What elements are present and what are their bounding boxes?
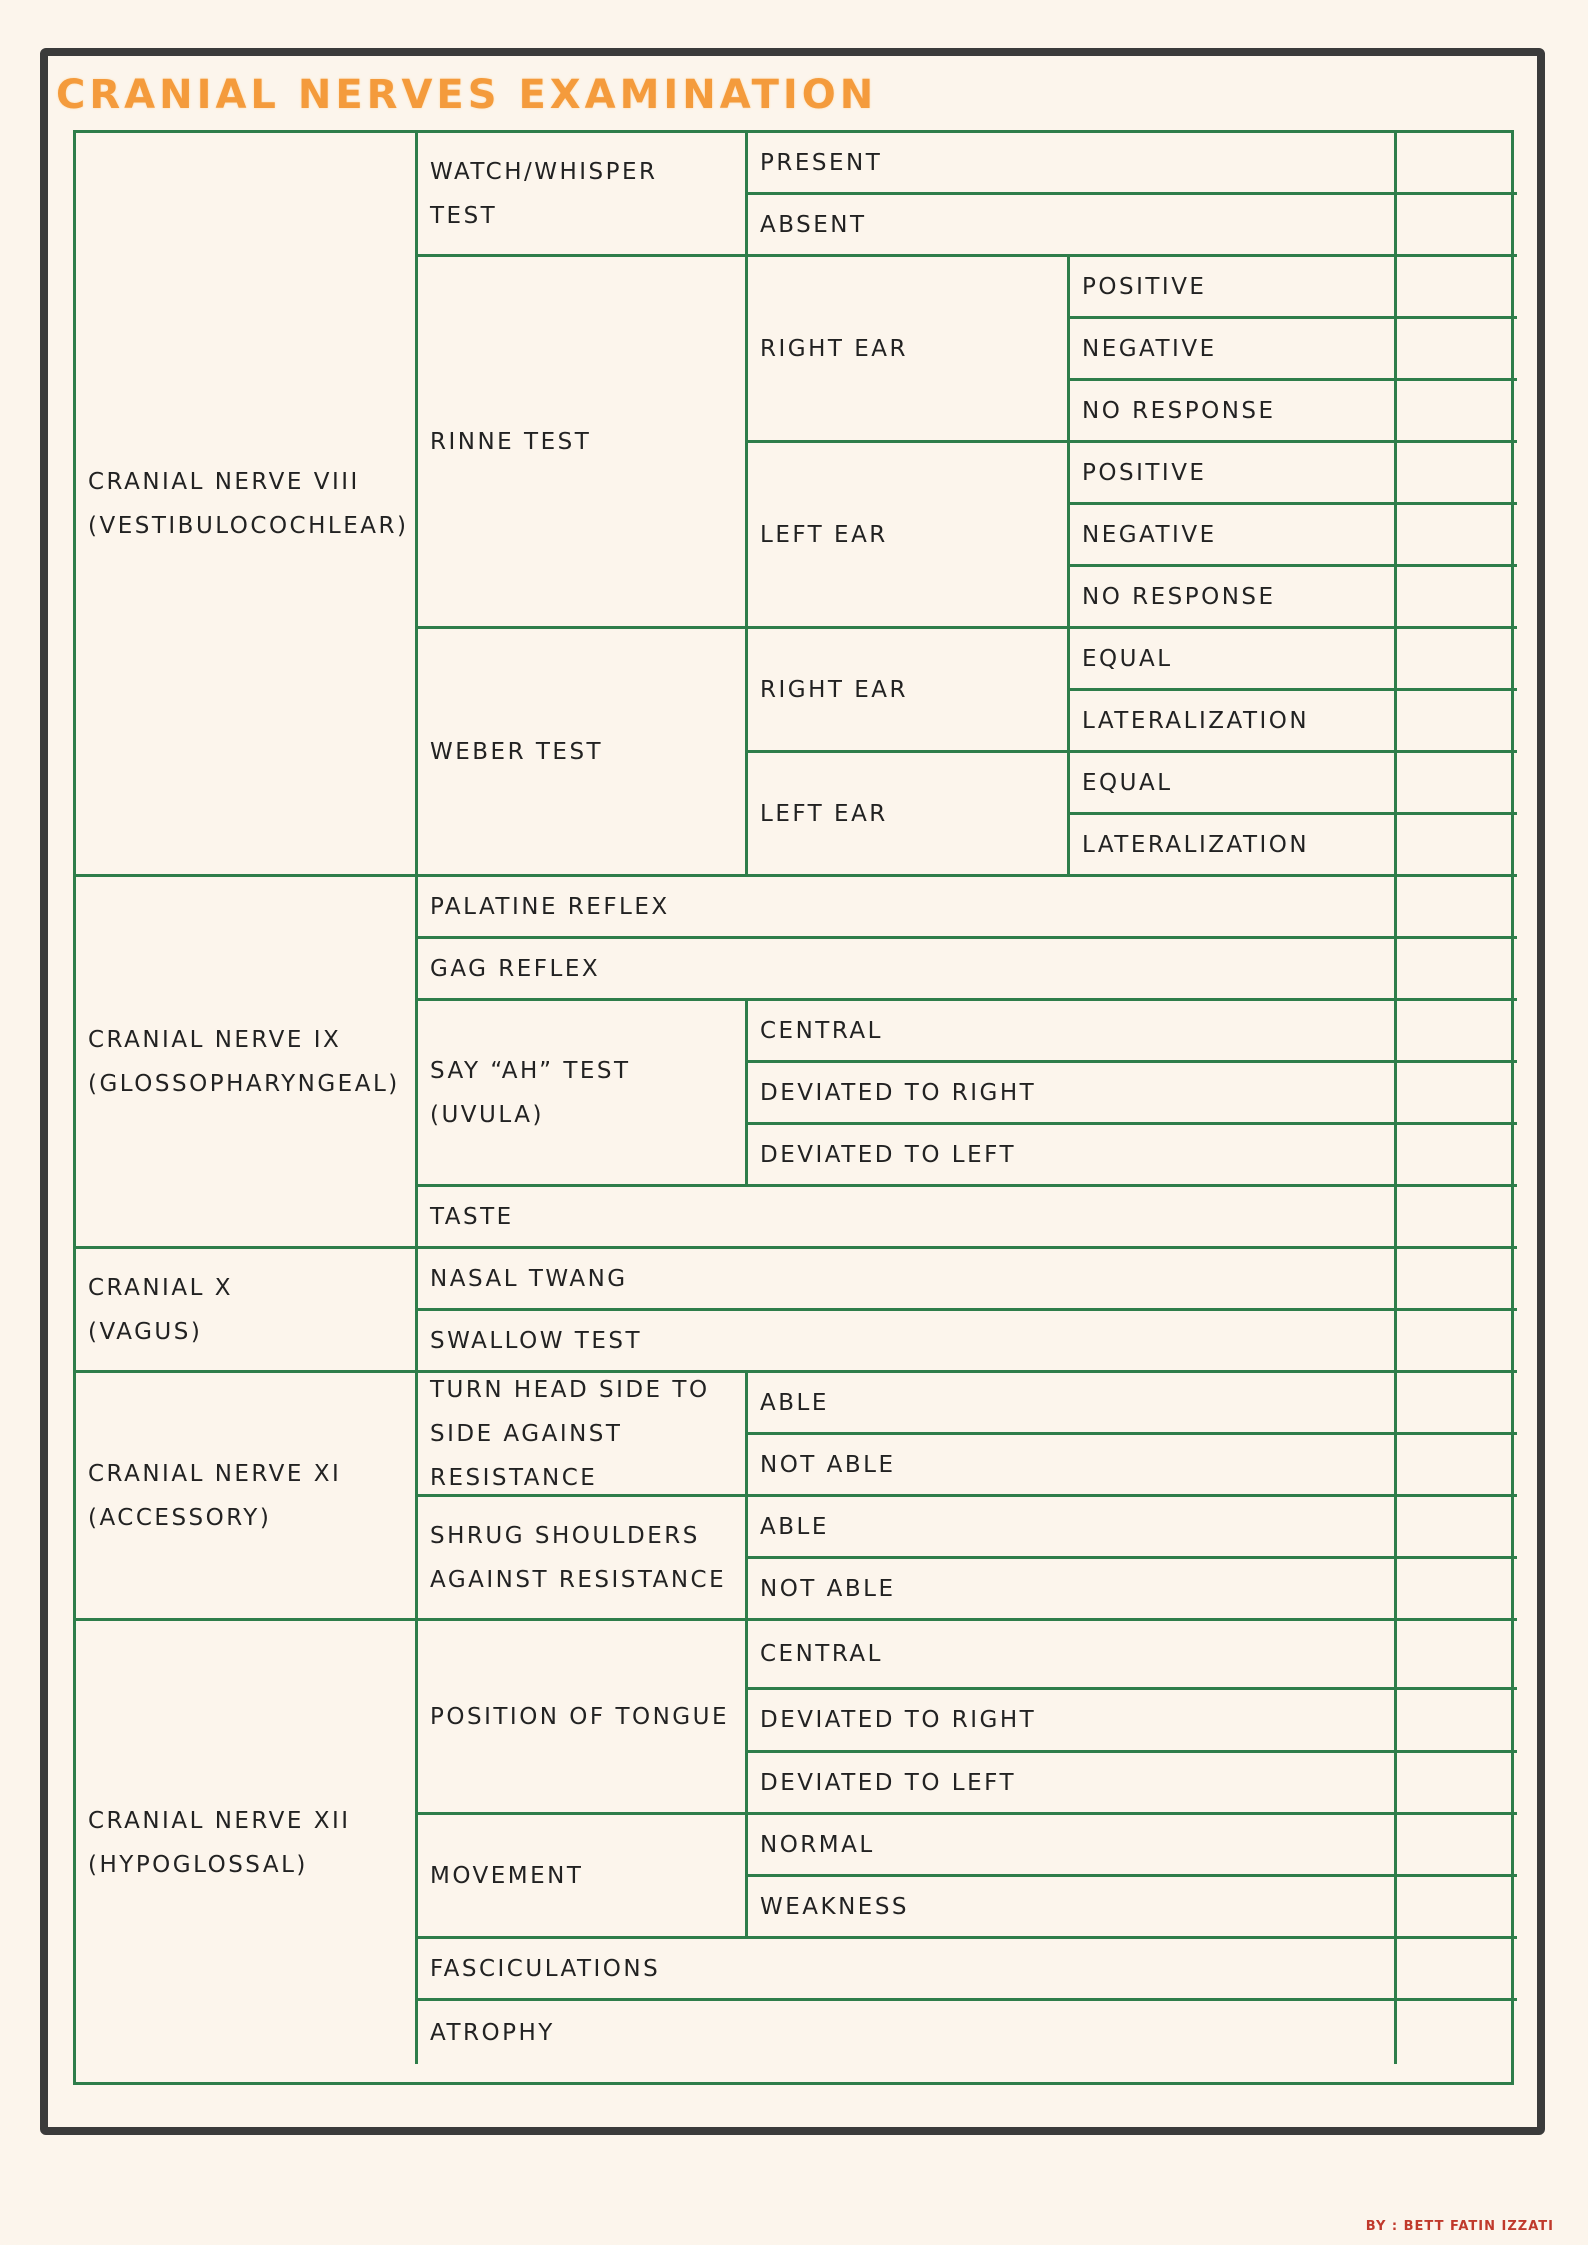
option-absent: ABSENT <box>748 195 1397 257</box>
option-not-able: NOT ABLE <box>748 1559 1397 1621</box>
option-negative: NEGATIVE <box>1070 505 1397 567</box>
option-not-able: NOT ABLE <box>748 1435 1397 1497</box>
option-positive: POSITIVE <box>1070 257 1397 319</box>
checkbox-cell[interactable] <box>1397 381 1517 443</box>
checkbox-cell[interactable] <box>1397 1939 1517 2001</box>
checkbox-cell[interactable] <box>1397 1125 1517 1187</box>
checkbox-cell[interactable] <box>1397 1877 1517 1939</box>
option-weakness: WEAKNESS <box>748 1877 1397 1939</box>
test-say-ah: SAY “AH” TEST (UVULA) <box>418 1001 748 1187</box>
checkbox-cell[interactable] <box>1397 1435 1517 1497</box>
checkbox-cell[interactable] <box>1397 1559 1517 1621</box>
test-movement: MOVEMENT <box>418 1815 748 1939</box>
checkbox-cell[interactable] <box>1397 1063 1517 1125</box>
option-positive: POSITIVE <box>1070 443 1397 505</box>
test-weber: WEBER TEST <box>418 629 748 877</box>
option-no-response: NO RESPONSE <box>1070 567 1397 629</box>
checkbox-cell[interactable] <box>1397 1187 1517 1249</box>
option-central: CENTRAL <box>748 1001 1397 1063</box>
option-central: CENTRAL <box>748 1621 1397 1690</box>
option-negative: NEGATIVE <box>1070 319 1397 381</box>
checkbox-cell[interactable] <box>1397 133 1517 195</box>
option-no-response: NO RESPONSE <box>1070 381 1397 443</box>
test-rinne: RINNE TEST <box>418 257 748 629</box>
test-atrophy: ATROPHY <box>418 2001 1397 2064</box>
checkbox-cell[interactable] <box>1397 939 1517 1001</box>
exam-table <box>73 130 1514 2085</box>
test-shrug-shoulders: SHRUG SHOULDERS AGAINST RESISTANCE <box>418 1497 748 1621</box>
option-able: ABLE <box>748 1373 1397 1435</box>
option-able: ABLE <box>748 1497 1397 1559</box>
checkbox-cell[interactable] <box>1397 443 1517 505</box>
nerve-ix-label: CRANIAL NERVE IX (GLOSSOPHARYNGEAL) <box>76 877 418 1249</box>
checkbox-cell[interactable] <box>1397 1753 1517 1815</box>
checkbox-cell[interactable] <box>1397 567 1517 629</box>
checkbox-cell[interactable] <box>1397 257 1517 319</box>
option-deviated-left: DEVIATED TO LEFT <box>748 1125 1397 1187</box>
checkbox-cell[interactable] <box>1397 1690 1517 1753</box>
checkbox-cell[interactable] <box>1397 629 1517 691</box>
test-turn-head: TURN HEAD SIDE TO SIDE AGAINST RESISTANCE <box>418 1373 748 1497</box>
checkbox-cell[interactable] <box>1397 1815 1517 1877</box>
checkbox-cell[interactable] <box>1397 1373 1517 1435</box>
option-equal: EQUAL <box>1070 753 1397 815</box>
nerve-xii-label: CRANIAL NERVE XII (HYPOGLOSSAL) <box>76 1621 418 2064</box>
checkbox-cell[interactable] <box>1397 1497 1517 1559</box>
option-lateralization: LATERALIZATION <box>1070 691 1397 753</box>
checkbox-cell[interactable] <box>1397 1001 1517 1063</box>
test-fasciculations: FASCICULATIONS <box>418 1939 1397 2001</box>
checkbox-cell[interactable] <box>1397 753 1517 815</box>
rinne-left-ear: LEFT EAR <box>748 443 1070 629</box>
option-deviated-left: DEVIATED TO LEFT <box>748 1753 1397 1815</box>
nerve-viii-label: CRANIAL NERVE VIII (VESTIBULOCOCHLEAR) <box>76 133 418 877</box>
option-present: PRESENT <box>748 133 1397 195</box>
checkbox-cell[interactable] <box>1397 319 1517 381</box>
test-nasal-twang: NASAL TWANG <box>418 1249 1397 1311</box>
test-gag-reflex: GAG REFLEX <box>418 939 1397 1001</box>
checkbox-cell[interactable] <box>1397 195 1517 257</box>
checkbox-cell[interactable] <box>1397 815 1517 877</box>
option-deviated-right: DEVIATED TO RIGHT <box>748 1690 1397 1753</box>
nerve-xi-label: CRANIAL NERVE XI (ACCESSORY) <box>76 1373 418 1621</box>
author-credit: BY : BETT FATIN IZZATI <box>1365 2219 1554 2234</box>
option-lateralization: LATERALIZATION <box>1070 815 1397 877</box>
test-tongue-position: POSITION OF TONGUE <box>418 1621 748 1815</box>
checkbox-cell[interactable] <box>1397 691 1517 753</box>
test-watch-whisper: WATCH/WHISPER TEST <box>418 133 748 257</box>
weber-right-ear: RIGHT EAR <box>748 629 1070 753</box>
checkbox-cell[interactable] <box>1397 1311 1517 1373</box>
checkbox-cell[interactable] <box>1397 2001 1517 2064</box>
option-deviated-right: DEVIATED TO RIGHT <box>748 1063 1397 1125</box>
checkbox-cell[interactable] <box>1397 877 1517 939</box>
page-title: CRANIAL NERVES EXAMINATION <box>56 72 878 118</box>
test-swallow: SWALLOW TEST <box>418 1311 1397 1373</box>
rinne-right-ear: RIGHT EAR <box>748 257 1070 443</box>
checkbox-cell[interactable] <box>1397 1621 1517 1690</box>
checkbox-cell[interactable] <box>1397 1249 1517 1311</box>
option-equal: EQUAL <box>1070 629 1397 691</box>
option-normal: NORMAL <box>748 1815 1397 1877</box>
checkbox-cell[interactable] <box>1397 505 1517 567</box>
nerve-x-label: CRANIAL X (VAGUS) <box>76 1249 418 1373</box>
test-taste: TASTE <box>418 1187 1397 1249</box>
test-palatine-reflex: PALATINE REFLEX <box>418 877 1397 939</box>
weber-left-ear: LEFT EAR <box>748 753 1070 877</box>
